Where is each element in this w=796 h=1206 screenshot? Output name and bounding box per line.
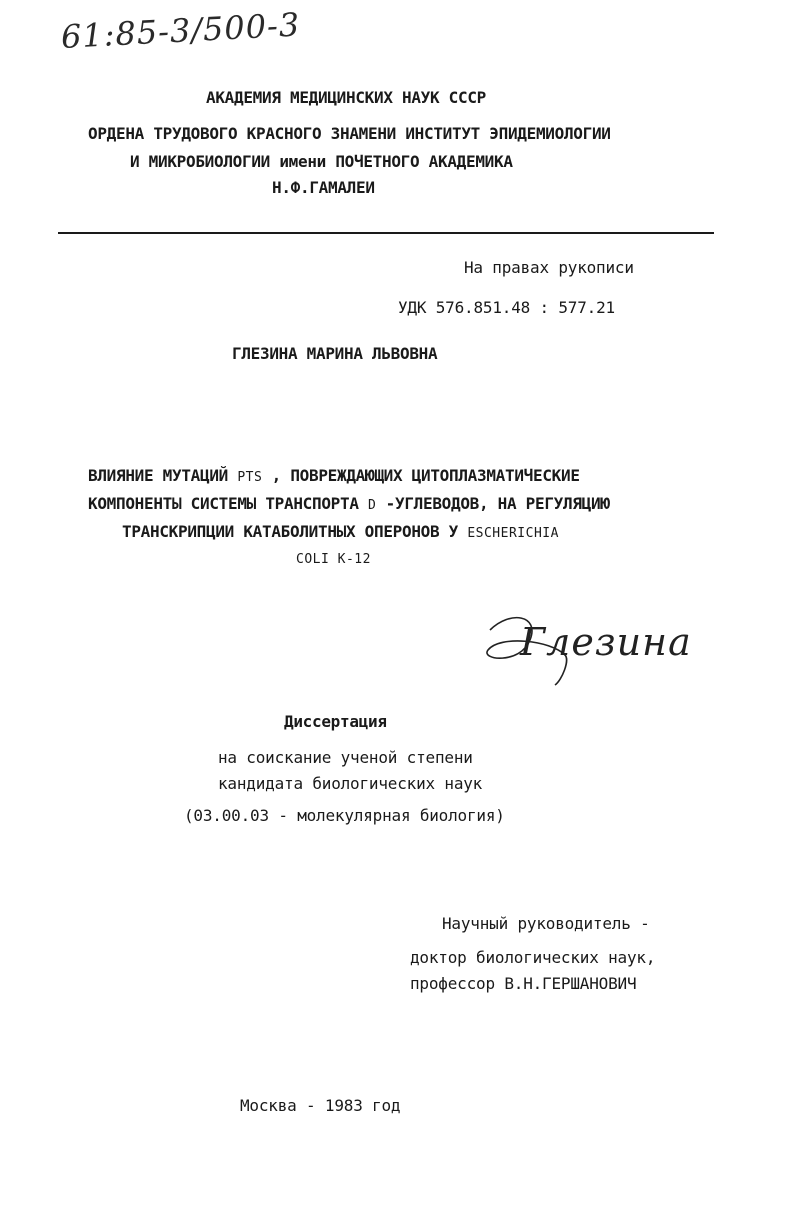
title-line-1 xyxy=(88,466,580,485)
institute-line-2: И МИКРОБИОЛОГИИ имени ПОЧЕТНОГО АКАДЕМИКА xyxy=(130,152,513,171)
author-signature xyxy=(470,600,690,694)
place-and-year: Москва - 1983 год xyxy=(240,1096,401,1115)
header-divider xyxy=(58,232,714,234)
rights-note: На правах рукописи xyxy=(464,258,634,277)
dissertation-line-3: (03.00.03 - молекулярная биология) xyxy=(184,806,505,825)
supervisor-line-3: профессор В.Н.ГЕРШАНОВИЧ xyxy=(410,974,637,993)
institute-line-3: Н.Ф.ГАМАЛЕИ xyxy=(272,178,375,197)
title-d-prefix: D xyxy=(368,498,377,513)
title-line-2 xyxy=(88,494,610,513)
dissertation-label: Диссертация xyxy=(284,712,387,731)
title-line-1-part-c: , ПОВРЕЖДАЮЩИХ ЦИТОПЛАЗМАТИЧЕСКИЕ xyxy=(271,466,580,485)
title-organism-species: COLI K-12 xyxy=(296,552,371,567)
dissertation-line-2: кандидата биологических наук xyxy=(218,774,483,793)
title-line-2-part-c: -УГЛЕВОДОВ, НА РЕГУЛЯЦИЮ xyxy=(385,494,610,513)
title-line-3-part-a: ТРАНСКРИПЦИИ КАТАБОЛИТНЫХ ОПЕРОНОВ У xyxy=(122,522,458,541)
title-line-3 xyxy=(122,522,559,541)
academy-name: АКАДЕМИЯ МЕДИЦИНСКИХ НАУК СССР xyxy=(206,88,486,107)
dissertation-line-1: на соискание ученой степени xyxy=(218,748,473,767)
institute-line-1: ОРДЕНА ТРУДОВОГО КРАСНОГО ЗНАМЕНИ ИНСТИТУТ ЭПИДЕМИОЛОГИИ xyxy=(88,124,611,143)
supervisor-line-1: Научный руководитель - xyxy=(442,914,650,933)
title-line-1-part-a: ВЛИЯНИЕ МУТАЦИЙ xyxy=(88,466,228,485)
title-organism-genus: ESCHERICHIA xyxy=(467,526,559,541)
udk-code: УДК 576.851.48 : 577.21 xyxy=(398,298,615,317)
archive-code-handwritten: 61:85-3/500-3 xyxy=(60,5,302,56)
supervisor-line-2: доктор биологических наук, xyxy=(410,948,656,967)
signature-text: Глезина xyxy=(520,620,692,664)
title-line-2-part-a: КОМПОНЕНТЫ СИСТЕМЫ ТРАНСПОРТА xyxy=(88,494,359,513)
title-gene-pts: PTS xyxy=(237,470,263,485)
author-name: ГЛЕЗИНА МАРИНА ЛЬВОВНА xyxy=(232,344,438,363)
